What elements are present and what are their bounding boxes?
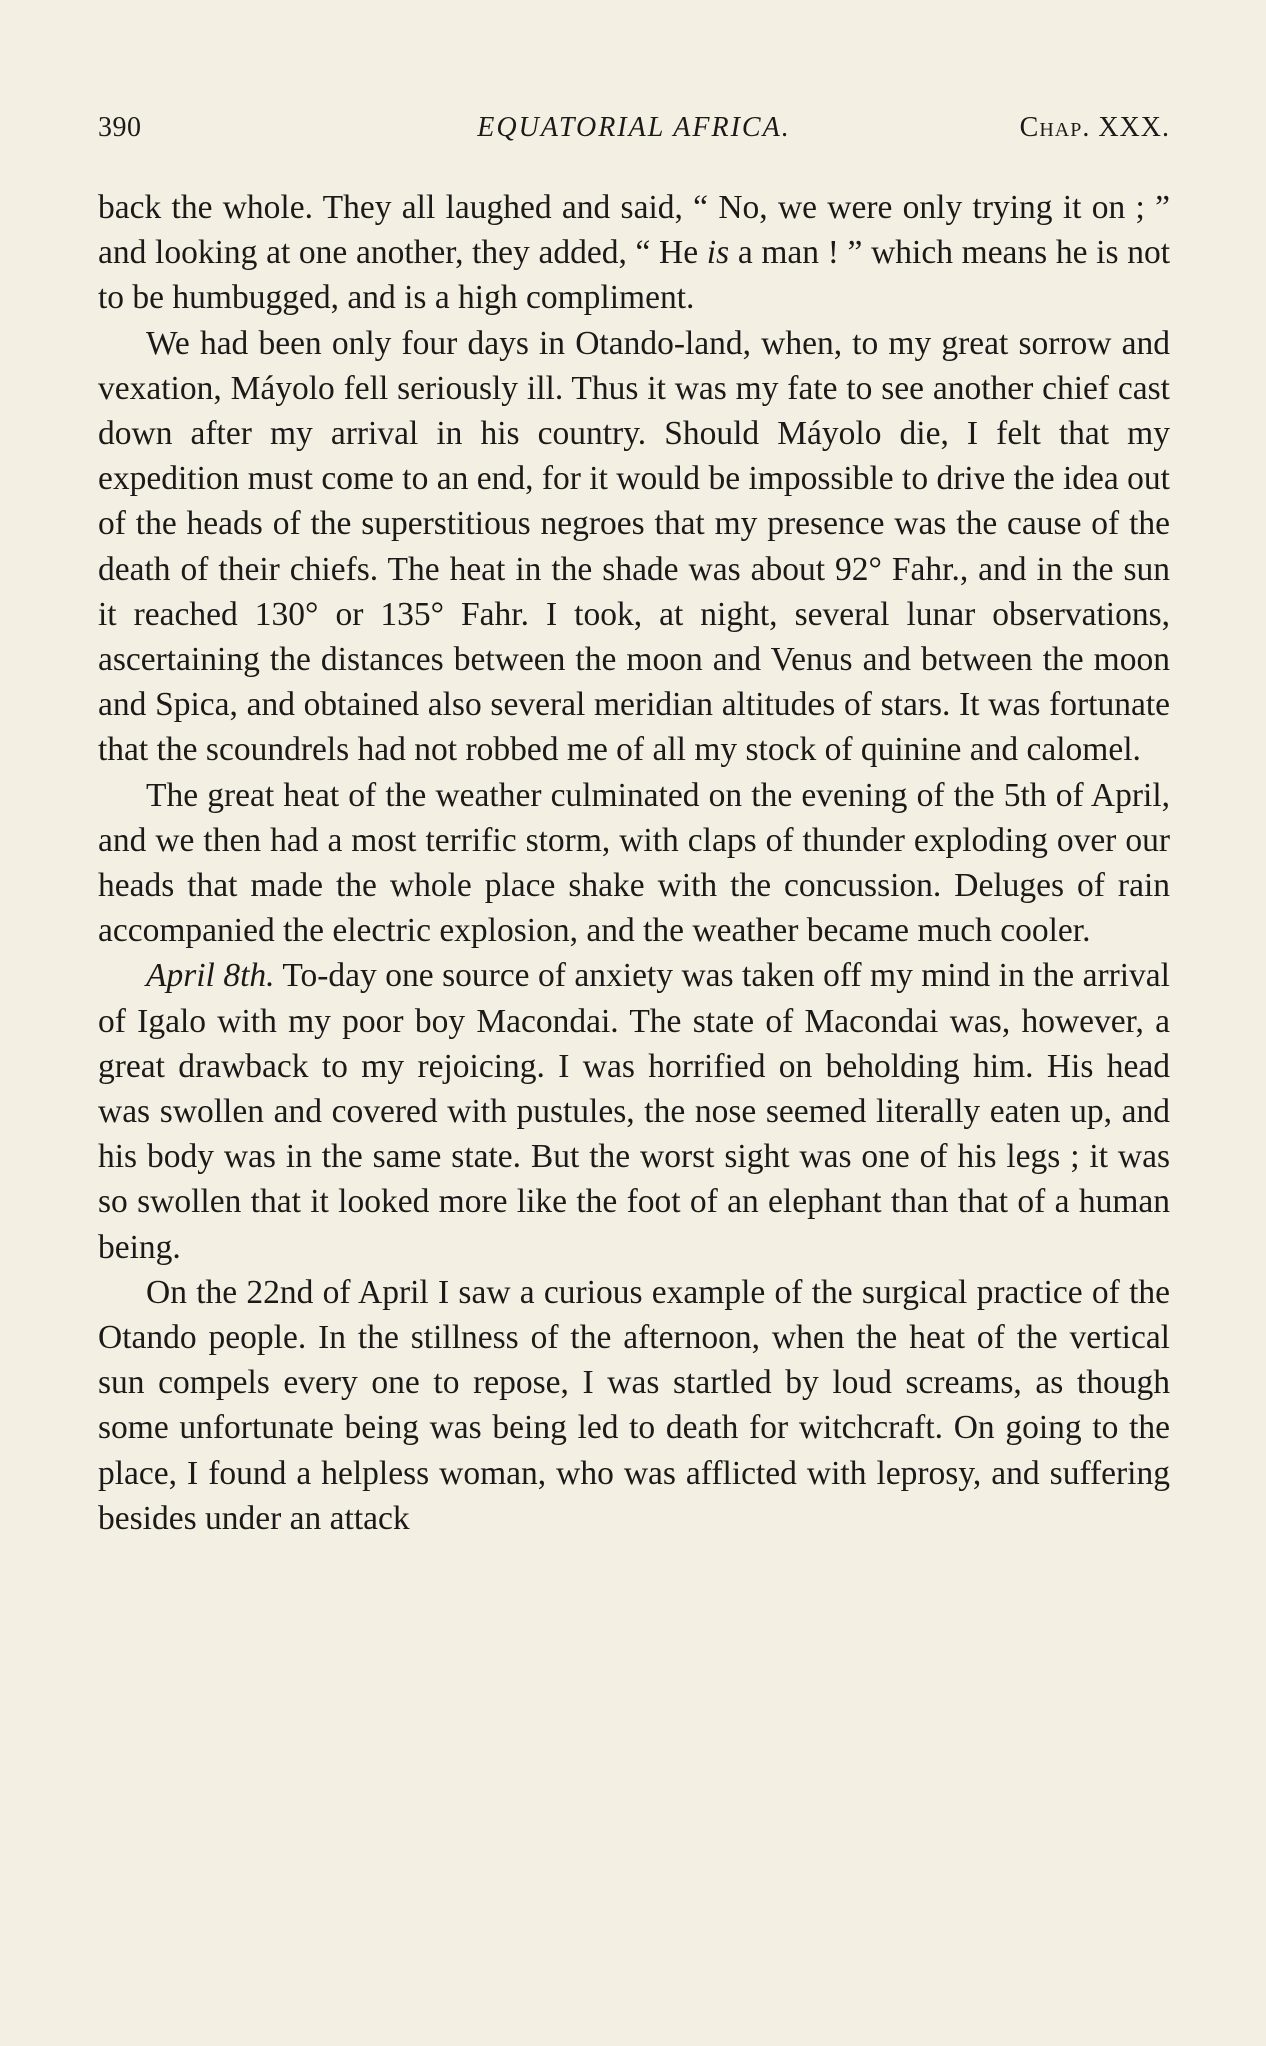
paragraph — [98, 1270, 1170, 1541]
italic-text: is — [706, 234, 730, 272]
page-number: 390 — [98, 112, 142, 143]
body-text — [98, 185, 1170, 1541]
chapter-label: Chap. XXX. — [1019, 112, 1170, 143]
text-segment: The great heat of the weather culminated on the evening of the 5th of April, and we then had a most terrific storm, with claps of thunder exploding over our heads that made the whole place shake with the concussion. Deluges of rain accompanied the electric explosion, and the weather became much cooler. — [98, 776, 1170, 950]
running-head — [98, 112, 1170, 152]
paragraph — [98, 321, 1170, 773]
date-heading: April 8th. — [146, 957, 275, 995]
text-segment: a man ! ” which means he is not to be humbugged, and is a high compliment. — [98, 234, 1171, 317]
text-segment: To-day one source of anxiety was taken off my mind in the arrival of Igalo with my poor boy Macondai. The state of Macondai was, however, a great drawback to my rejoicing. I was horrified on beholding him. His head was swollen and covered with pustules, the nose seemed literally eaten up, and his body was in the same state. But the worst sight was one of his legs ; it was so swollen that it looked more like the foot of an elephant than that of a human being. — [98, 957, 1170, 1266]
paragraph — [98, 185, 1170, 321]
text-segment: On the 22nd of April I saw a curious example of the surgical practice of the Otando people. In the stillness of the afternoon, when the heat of the vertical sun compels every one to repose, I was startled by loud screams, as though some unfortunate being was being led to death for witchcraft. On going to the place, I found a helpless woman, who was afflicted with leprosy, and suffering besides under an attack — [98, 1273, 1170, 1537]
text-segment: We had been only four days in Otando-land, when, to my great sorrow and vexation, Máyolo fell seriously ill. Thus it was my fate to see another chief cast down after my arrival in his country. Should Máyolo die, I felt that my expedition must come to an end, for it would be impossible to drive the idea out of the heads of the superstitious negroes that my presence was the cause of the death of their chiefs. The heat in the shade was about 92° Fahr., and in the sun it reached 130° or 135° Fahr. I took, at night, several lunar observations, ascertaining the distances between the moon and Venus and between the moon and Spica, and obtained also several meridian altitudes of stars. It was fortunate that the scoundrels had not robbed me of all my stock of quinine and calomel. — [98, 324, 1170, 769]
text-segment: back the whole. They all laughed and said, “ No, we were only trying it on ; ” and looking at one another, they added, “ He — [98, 189, 1170, 272]
paragraph — [98, 953, 1170, 1269]
book-page — [98, 112, 1170, 1541]
book-title: EQUATORIAL AFRICA. — [477, 112, 791, 143]
paragraph — [98, 773, 1170, 954]
